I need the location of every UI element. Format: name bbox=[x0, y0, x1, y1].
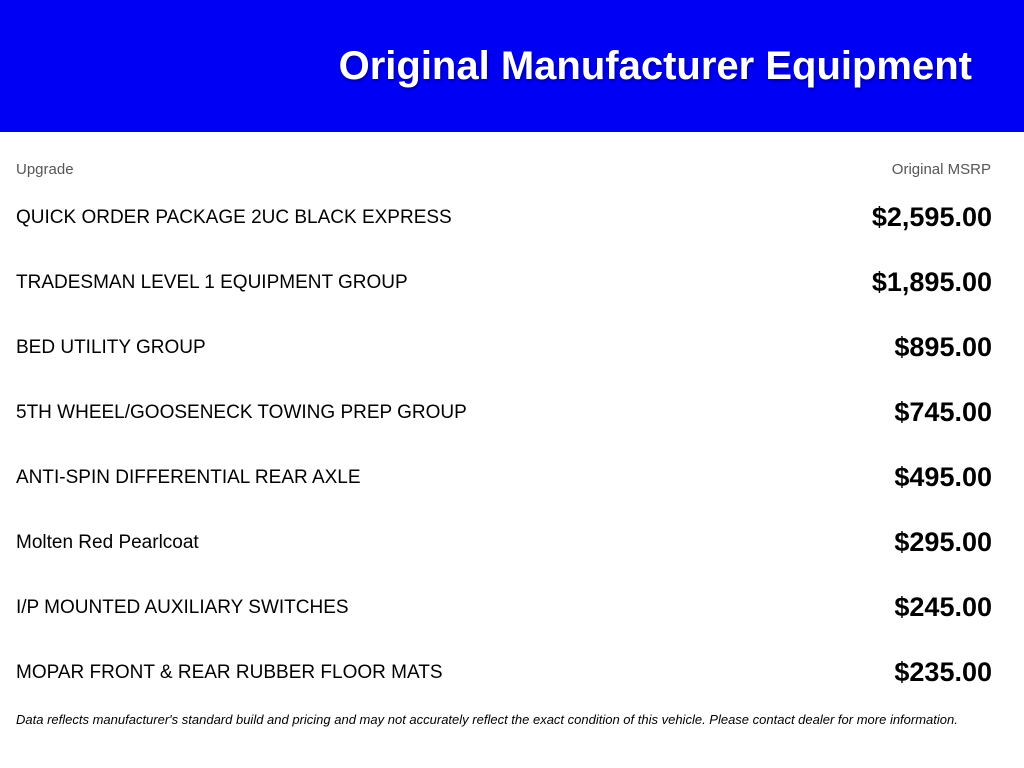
equipment-row bbox=[16, 380, 992, 445]
header-banner bbox=[0, 0, 1024, 132]
equipment-price: $245.00 bbox=[894, 592, 992, 622]
equipment-price: $895.00 bbox=[894, 332, 992, 362]
equipment-row bbox=[16, 185, 992, 250]
equipment-row bbox=[16, 445, 992, 510]
equipment-row bbox=[16, 640, 992, 705]
equipment-row bbox=[16, 575, 992, 640]
equipment-row bbox=[16, 510, 992, 575]
equipment-name: ANTI-SPIN DIFFERENTIAL REAR AXLE bbox=[16, 467, 361, 488]
equipment-name: I/P MOUNTED AUXILIARY SWITCHES bbox=[16, 597, 349, 618]
equipment-price: $235.00 bbox=[894, 657, 992, 687]
equipment-name: Molten Red Pearlcoat bbox=[16, 532, 199, 553]
upgrade-column-header: Upgrade bbox=[16, 161, 74, 178]
equipment-name: TRADESMAN LEVEL 1 EQUIPMENT GROUP bbox=[16, 272, 408, 293]
page-title: Original Manufacturer Equipment bbox=[338, 44, 972, 88]
equipment-name: BED UTILITY GROUP bbox=[16, 337, 206, 358]
equipment-list bbox=[16, 185, 992, 705]
equipment-price: $495.00 bbox=[894, 462, 992, 492]
equipment-price: $1,895.00 bbox=[871, 267, 992, 297]
equipment-row bbox=[16, 315, 992, 380]
equipment-name: QUICK ORDER PACKAGE 2UC BLACK EXPRESS bbox=[16, 207, 452, 228]
disclaimer-text: Data reflects manufacturer's standard build and pricing and may not accurately reflect the exact condition of this vehicle. Please contact dealer for more information. bbox=[16, 712, 958, 727]
equipment-price: $295.00 bbox=[894, 527, 992, 557]
equipment-price: $745.00 bbox=[894, 397, 992, 427]
equipment-name: 5TH WHEEL/GOOSENECK TOWING PREP GROUP bbox=[16, 402, 467, 423]
equipment-name: MOPAR FRONT & REAR RUBBER FLOOR MATS bbox=[16, 662, 443, 683]
equipment-price: $2,595.00 bbox=[871, 202, 992, 232]
msrp-column-header: Original MSRP bbox=[891, 161, 991, 178]
equipment-row bbox=[16, 250, 992, 315]
